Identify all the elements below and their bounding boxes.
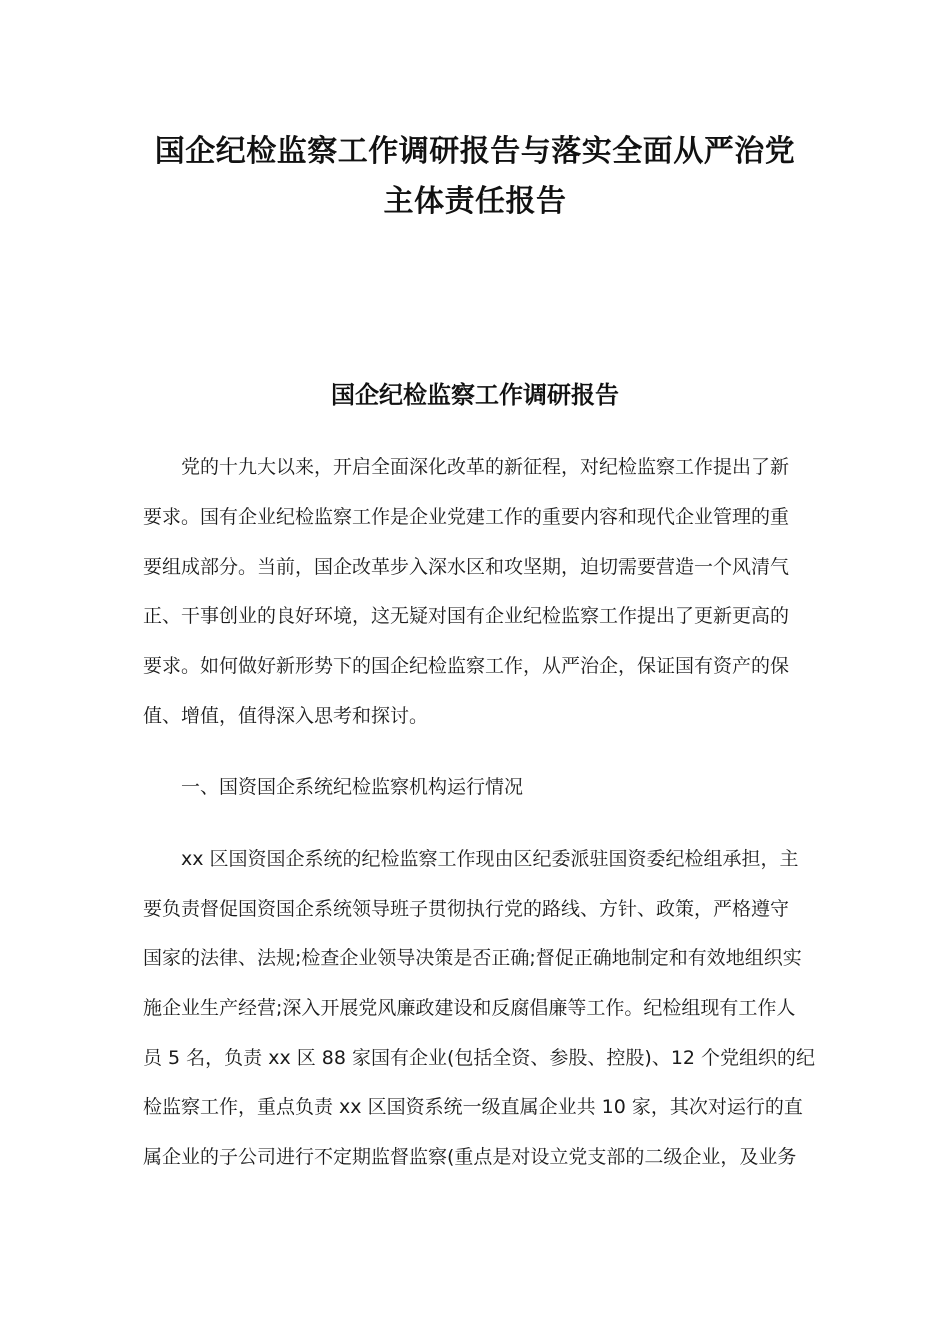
paragraph-2-line: 员 5 名，负责 xx 区 88 家国有企业(包括全资、参股、控股)、12 个党组织的纪 xyxy=(143,1047,816,1069)
paragraph-1-line: 党的十九大以来，开启全面深化改革的新征程，对纪检监察工作提出了新 xyxy=(181,456,790,478)
document-title-line-1: 国企纪检监察工作调研报告与落实全面从严治党 xyxy=(154,134,796,169)
paragraph-2-line: 检监察工作，重点负责 xx 区国资系统一级直属企业共 10 家，其次对运行的直 xyxy=(143,1096,803,1118)
paragraph-2-line: 施企业生产经营;深入开展党风廉政建设和反腐倡廉等工作。纪检组现有工作人 xyxy=(143,997,796,1019)
paragraph-1-line: 要求。如何做好新形势下的国企纪检监察工作，从严治企，保证国有资产的保 xyxy=(143,655,790,677)
paragraph-2-line: 要负责督促国资国企系统领导班子贯彻执行党的路线、方针、政策，严格遵守 xyxy=(143,898,790,920)
paragraph-2-line: 属企业的子公司进行不定期监督监察(重点是对设立党支部的二级企业，及业务 xyxy=(143,1146,797,1168)
paragraph-1-line: 要组成部分。当前，国企改革步入深水区和攻坚期，迫切需要营造一个风清气 xyxy=(143,556,790,578)
paragraph-1-line: 正、干事创业的良好环境，这无疑对国有企业纪检监察工作提出了更新更高的 xyxy=(143,605,790,627)
paragraph-2-line: 国家的法律、法规;检查企业领导决策是否正确;督促正确地制定和有效地组织实 xyxy=(143,947,802,969)
document-title-line-2: 主体责任报告 xyxy=(383,184,567,219)
paragraph-1-line: 要求。国有企业纪检监察工作是企业党建工作的重要内容和现代企业管理的重 xyxy=(143,506,790,528)
paragraph-1-line: 值、增值，值得深入思考和探讨。 xyxy=(143,705,429,727)
heading-1: 一、国资国企系统纪检监察机构运行情况 xyxy=(181,776,524,798)
section-title: 国企纪检监察工作调研报告 xyxy=(331,381,619,409)
paragraph-2-line: xx 区国资国企系统的纪检监察工作现由区纪委派驻国资委纪检组承担，主 xyxy=(181,848,799,870)
